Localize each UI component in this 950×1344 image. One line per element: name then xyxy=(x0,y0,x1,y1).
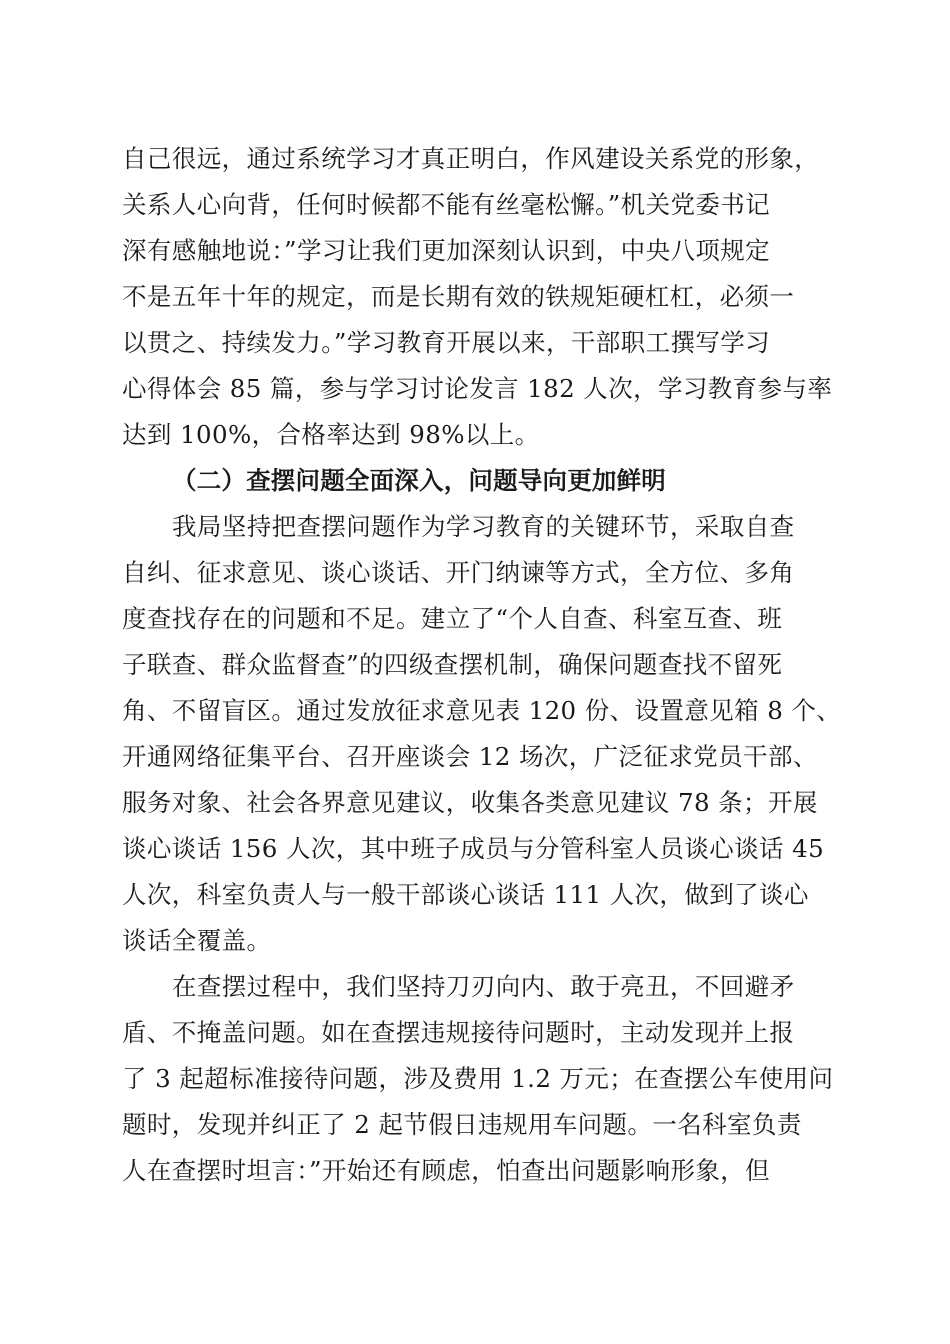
paragraph-line: 服务对象、社会各界意见建议，收集各类意见建议 78 条；开展 xyxy=(122,788,818,817)
paragraph-line: 人次，科室负责人与一般干部谈心谈话 111 人次，做到了谈心 xyxy=(122,880,809,909)
paragraph-line: 达到 100%，合格率达到 98%以上。 xyxy=(122,420,540,449)
paragraph-line: 不是五年十年的规定，而是长期有效的铁规矩硬杠杠，必须一 xyxy=(122,282,795,311)
paragraph-line: 盾、不掩盖问题。如在查摆违规接待问题时，主动发现并上报 xyxy=(122,1018,795,1047)
paragraph-line: 谈话全覆盖。 xyxy=(122,926,272,955)
paragraph-line: 开通网络征集平台、召开座谈会 12 场次，广泛征求党员干部、 xyxy=(122,742,818,771)
paragraph-line: 心得体会 85 篇，参与学习讨论发言 182 人次，学习教育参与率 xyxy=(122,374,833,403)
paragraph-line: 深有感触地说：”学习让我们更加深刻认识到，中央八项规定 xyxy=(122,236,771,265)
paragraph-line: 角、不留盲区。通过发放征求意见表 120 份、设置意见箱 8 个、 xyxy=(122,696,842,725)
paragraph-line: 谈心谈话 156 人次，其中班子成员与分管科室人员谈心谈话 45 xyxy=(122,834,825,863)
paragraph-line: 以贯之、持续发力。”学习教育开展以来，干部职工撰写学习 xyxy=(122,328,771,357)
paragraph-line: 度查找存在的问题和不足。建立了“个人自查、科室互查、班 xyxy=(122,604,783,633)
section-heading: （二）查摆问题全面深入，问题导向更加鲜明 xyxy=(172,466,666,495)
paragraph-line: 自纠、征求意见、谈心谈话、开门纳谏等方式，全方位、多角 xyxy=(122,558,795,587)
paragraph-line: 了 3 起超标准接待问题，涉及费用 1.2 万元；在查摆公车使用问 xyxy=(122,1064,834,1093)
paragraph-line: 子联查、群众监督查”的四级查摆机制，确保问题查找不留死 xyxy=(122,650,783,679)
paragraph-line: 关系人心向背，任何时候都不能有丝毫松懈。”机关党委书记 xyxy=(122,190,771,219)
paragraph-line: 人在查摆时坦言：”开始还有顾虑，怕查出问题影响形象，但 xyxy=(122,1156,771,1185)
paragraph-line: 我局坚持把查摆问题作为学习教育的关键环节，采取自查 xyxy=(172,512,795,541)
paragraph-line: 在查摆过程中，我们坚持刀刃向内、敢于亮丑，不回避矛 xyxy=(172,972,795,1001)
paragraph-line: 自己很远，通过系统学习才真正明白，作风建设关系党的形象， xyxy=(122,144,820,173)
paragraph-line: 题时，发现并纠正了 2 起节假日违规用车问题。一名科室负责 xyxy=(122,1110,802,1139)
